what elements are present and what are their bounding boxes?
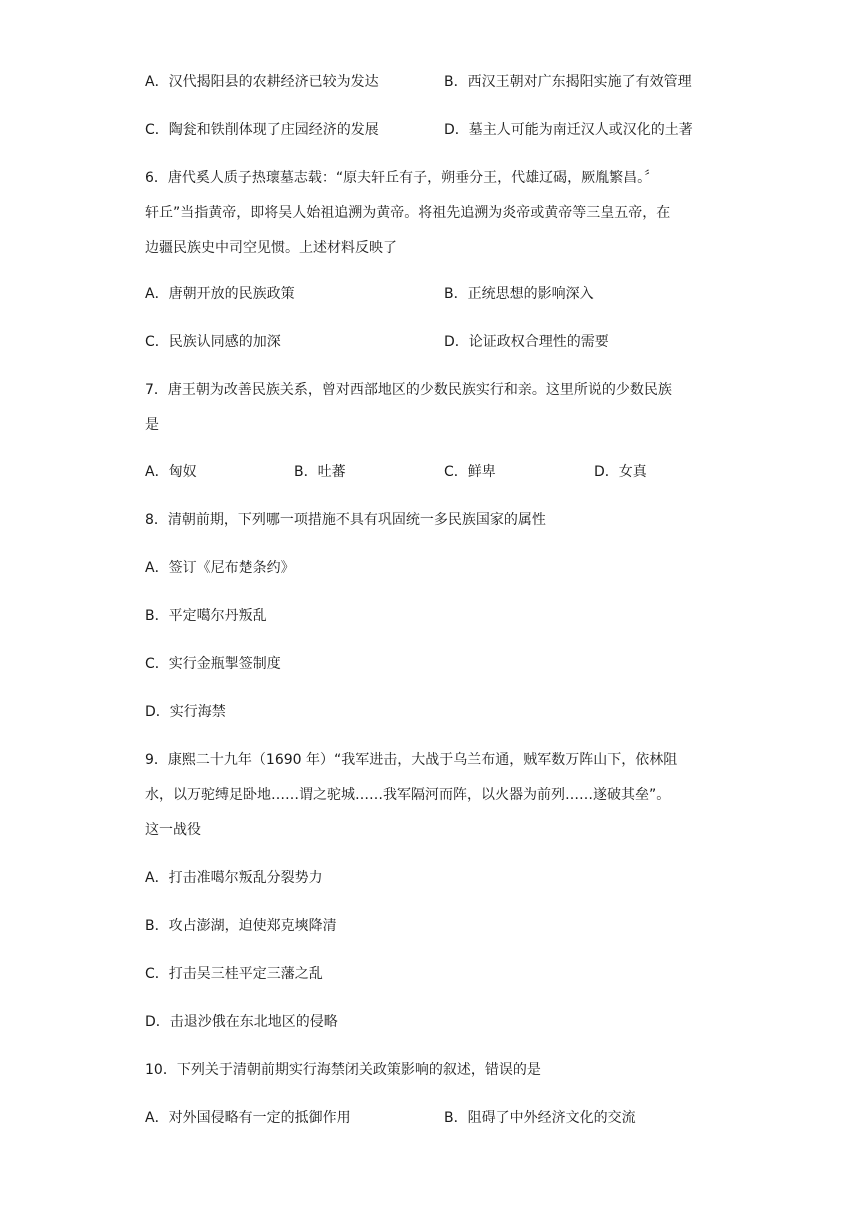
q5-option-c: C．陶瓮和铁削体现了庄园经济的发展 xyxy=(145,122,379,138)
q8-option-c: C．实行金瓶掣签制度 xyxy=(145,656,281,672)
q9-option-b: B．攻占澎湖，迫使郑克塽降清 xyxy=(145,918,337,934)
q9-option-d: D．击退沙俄在东北地区的侵略 xyxy=(145,1014,338,1030)
q9-option-a: A．打击准噶尔叛乱分裂势力 xyxy=(145,870,323,886)
q6-stem-line-3: 边疆民族史中司空见惯。上述材料反映了 xyxy=(145,240,397,256)
q9-stem-line-2: 水，以万驼缚足卧地……谓之驼城……我军隔河而阵，以火器为前列……遂破其垒”。 xyxy=(145,787,671,803)
q8-stem: 8．清朝前期，下列哪一项措施不具有巩固统一多民族国家的属性 xyxy=(145,512,546,528)
q5-option-a: A．汉代揭阳县的农耕经济已较为发达 xyxy=(145,74,379,90)
q6-option-b: B．正统思想的影响深入 xyxy=(444,286,594,302)
q7-option-c: C．鲜卑 xyxy=(444,464,496,480)
q6-option-a: A．唐朝开放的民族政策 xyxy=(145,286,295,302)
q6-option-c: C．民族认同感的加深 xyxy=(145,334,281,350)
q7-stem-line-2: 是 xyxy=(145,417,159,433)
q10-stem: 10．下列关于清朝前期实行海禁闭关政策影响的叙述，错误的是 xyxy=(145,1062,541,1078)
q7-option-a: A．匈奴 xyxy=(145,464,197,480)
q9-option-c: C．打击吴三桂平定三藩之乱 xyxy=(145,966,323,982)
q9-stem-line-1: 9．康熙二十九年（1690 年）“我军进击，大战于乌兰布通，贼军数万阵山下，依林阻 xyxy=(145,752,678,768)
q10-option-a: A．对外国侵略有一定的抵御作用 xyxy=(145,1110,351,1126)
q7-option-d: D．女真 xyxy=(594,464,647,480)
q6-stem-line-1: 6．唐代奚人质子热瓌墓志载：“原夫轩丘有子，朔垂分王，代雄辽碣，厥胤繁昌。〞 xyxy=(145,170,659,186)
q8-option-d: D．实行海禁 xyxy=(145,704,226,720)
q8-option-a: A．签订《尼布楚条约》 xyxy=(145,560,295,576)
q5-option-b: B．西汉王朝对广东揭阳实施了有效管理 xyxy=(444,74,692,90)
q8-option-b: B．平定噶尔丹叛乱 xyxy=(145,608,267,624)
q5-option-d: D．墓主人可能为南迁汉人或汉化的土著 xyxy=(444,122,693,138)
q6-stem-line-2: 轩丘”当指黄帝，即将吴人始祖追溯为黄帝。将祖先追溯为炎帝或黄帝等三皇五帝，在 xyxy=(145,205,671,221)
q10-option-b: B．阻碍了中外经济文化的交流 xyxy=(444,1110,636,1126)
q7-option-b: B．吐蕃 xyxy=(294,464,346,480)
q7-stem-line-1: 7．唐王朝为改善民族关系，曾对西部地区的少数民族实行和亲。这里所说的少数民族 xyxy=(145,382,672,398)
q9-stem-line-3: 这一战役 xyxy=(145,822,201,838)
q6-option-d: D．论证政权合理性的需要 xyxy=(444,334,609,350)
